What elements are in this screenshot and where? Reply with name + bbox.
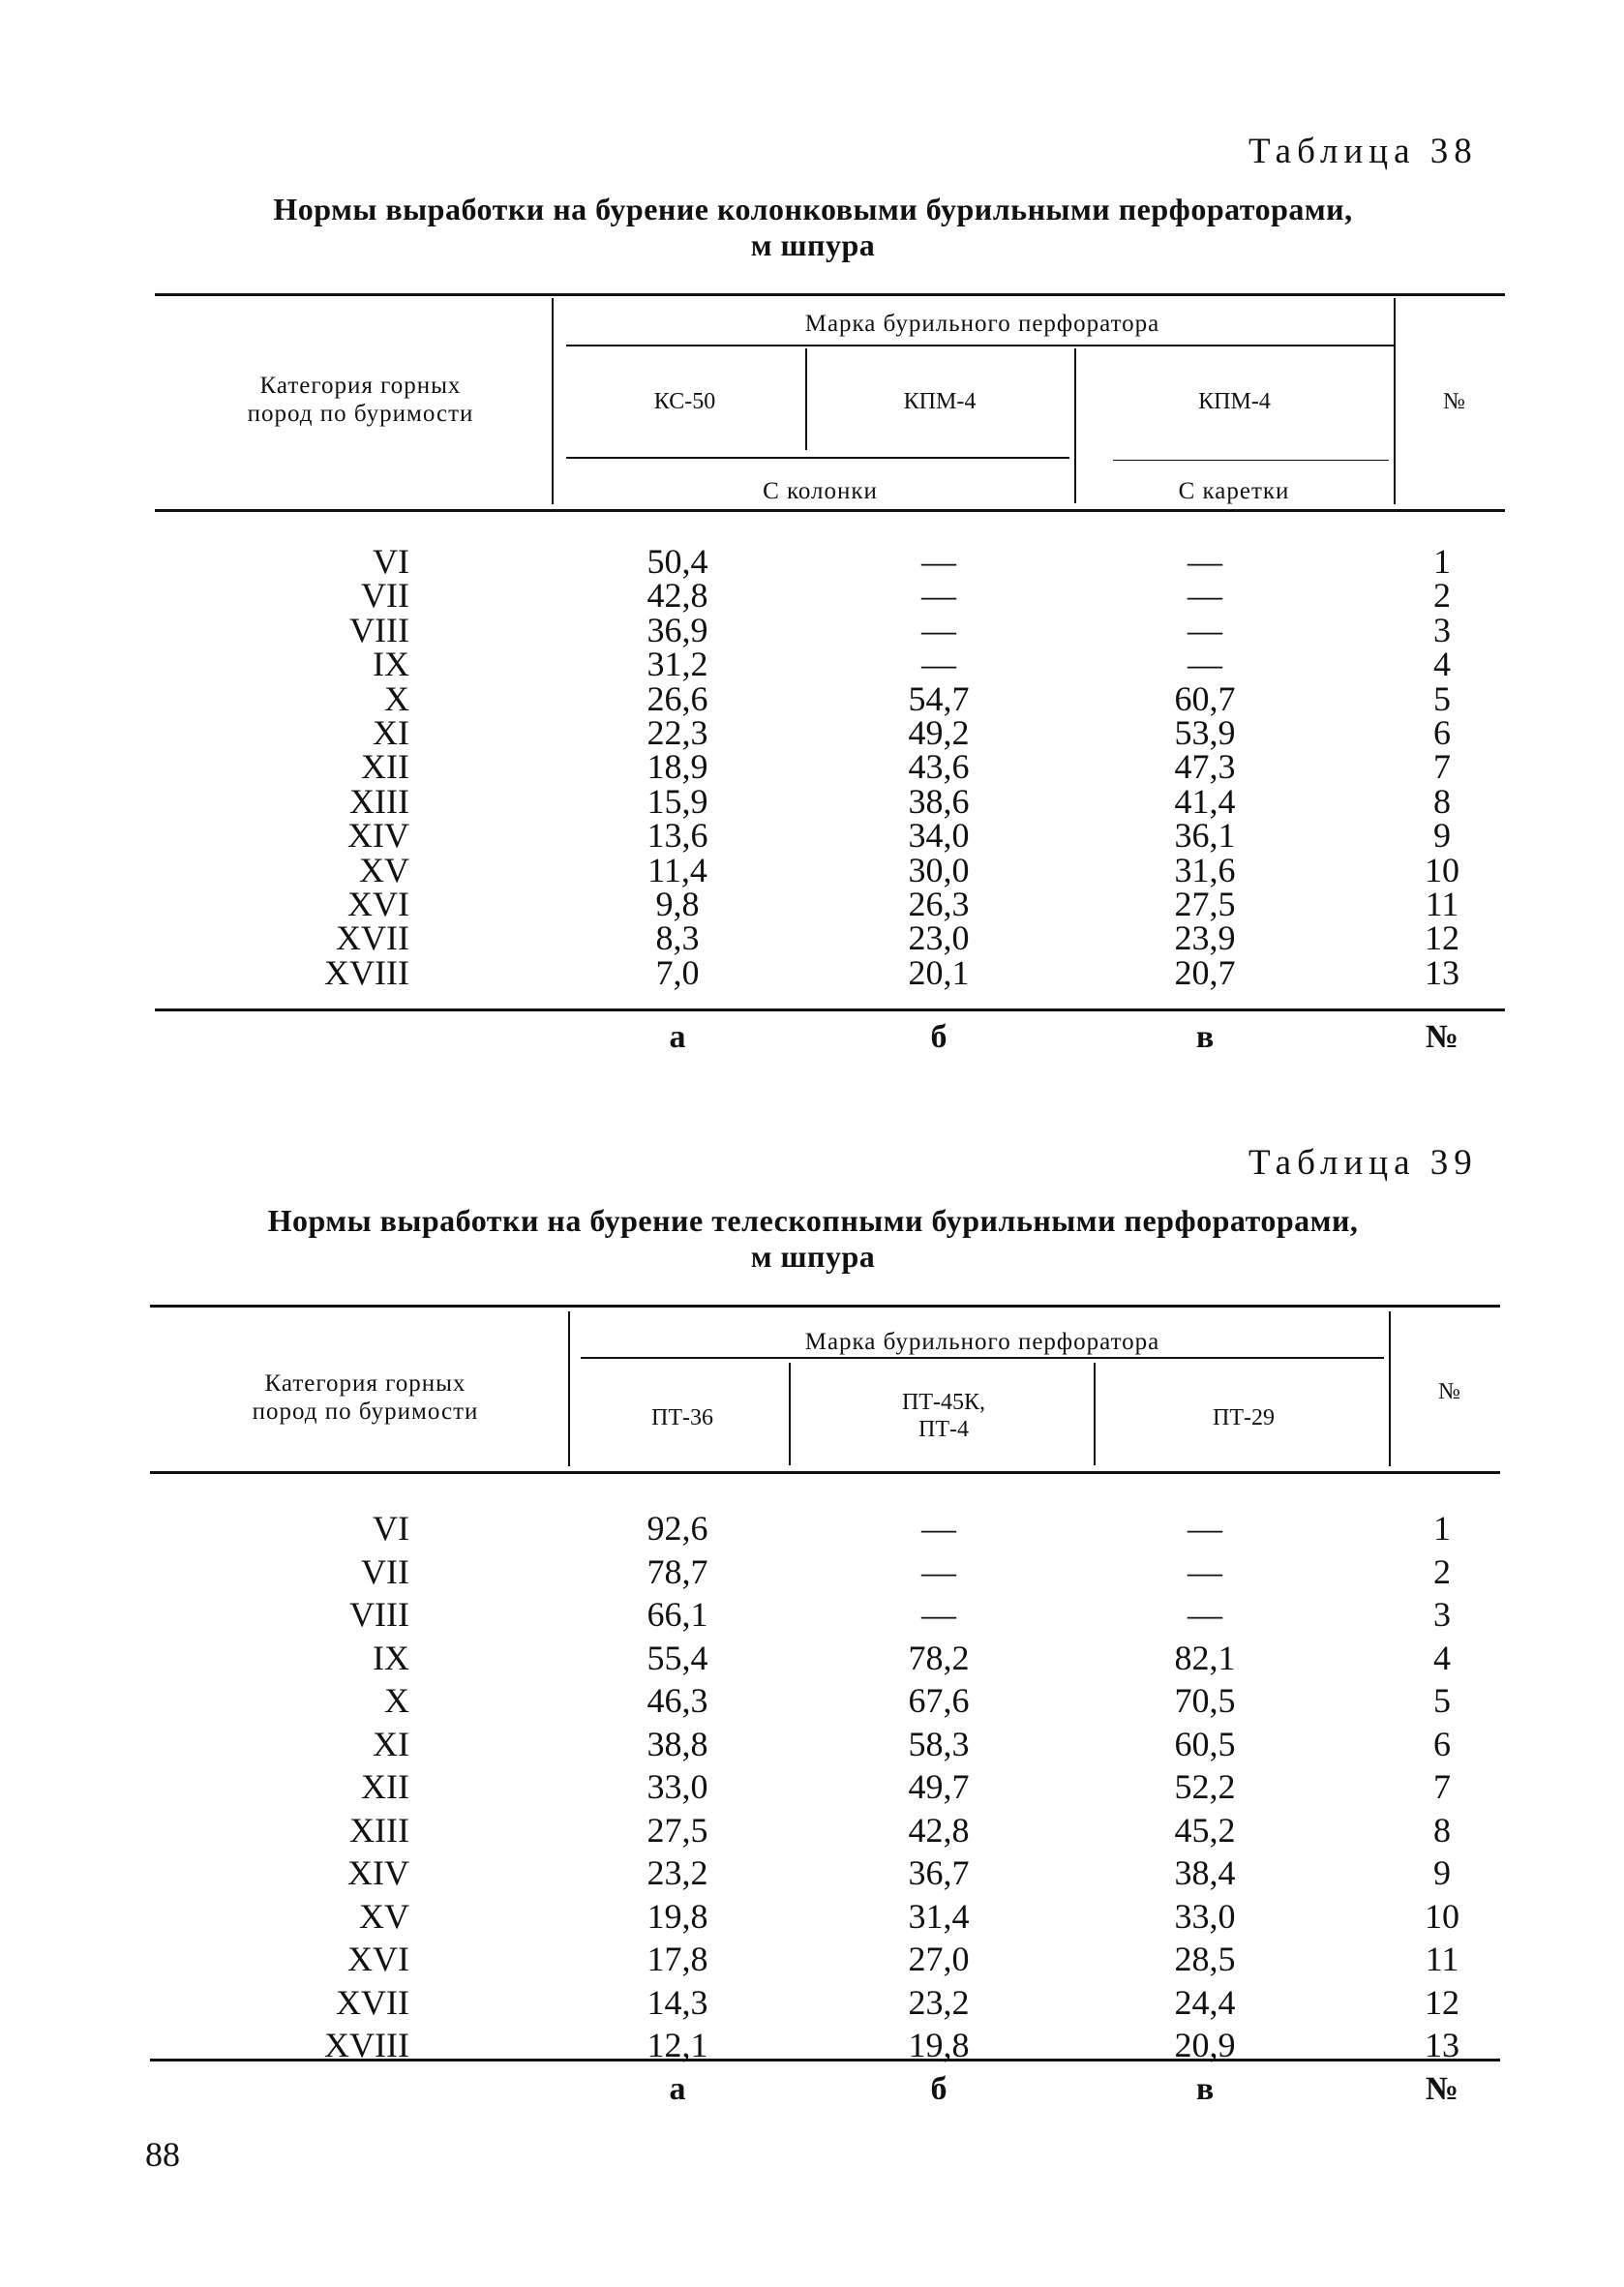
- table-cell: XIII: [349, 1810, 409, 1850]
- table-cell: 78,2: [908, 1638, 970, 1677]
- table-38-col-a: [629, 542, 726, 992]
- table-cell: 11,4: [647, 850, 707, 889]
- table-39-brand-header: Марка бурильного перфоратора: [804, 1329, 1160, 1355]
- table-cell: VIII: [349, 1595, 409, 1634]
- table-38-col-kpm4-a: КПМ-4: [903, 389, 977, 414]
- table-39-category-header: [179, 1369, 552, 1426]
- table-cell: XVII: [336, 918, 409, 958]
- table-cell: —: [921, 1595, 956, 1634]
- table-cell: 14,3: [647, 1982, 708, 2022]
- table-39-label: Таблица 39: [1248, 1143, 1478, 1183]
- table-38-mount-rule-b: [1113, 460, 1389, 461]
- table-cell: 5: [1433, 678, 1451, 718]
- table-39-category-header-l2: пород по буримости: [252, 1399, 479, 1425]
- table-39-col-pt45k-l1: ПТ-45К,: [902, 1390, 985, 1415]
- table-cell: 31,2: [647, 645, 708, 684]
- table-38-col-kpm4-b: КПМ-4: [1198, 389, 1271, 414]
- table-cell: XVI: [347, 1940, 409, 1978]
- table-39-col-num: [1408, 1507, 1476, 2067]
- table-cell: VII: [361, 1551, 409, 1591]
- table-cell: 34,0: [908, 816, 970, 856]
- table-cell: 23,2: [647, 1853, 708, 1892]
- table-cell: —: [921, 1551, 956, 1591]
- table-cell: XII: [361, 1767, 409, 1806]
- table-38-bottom-rule: [155, 1008, 1505, 1011]
- table-38-footer-b: б: [930, 1019, 947, 1055]
- table-cell: 20,7: [1174, 952, 1236, 992]
- table-cell: 11: [1425, 1940, 1459, 1978]
- table-39-col-pt36: ПТ-36: [651, 1405, 713, 1430]
- table-cell: 43,6: [908, 747, 970, 787]
- table-39-footer-c: в: [1195, 2071, 1215, 2107]
- table-39-col-category: [324, 1507, 409, 2067]
- table-cell: 3: [1433, 1595, 1451, 1634]
- table-39-col-b: [890, 1507, 987, 2067]
- table-39-brand-rule: [581, 1357, 1384, 1359]
- table-cell: 28,5: [1174, 1940, 1236, 1978]
- table-39-vline-4: [1094, 1363, 1096, 1465]
- table-38-col-c: [1157, 542, 1253, 992]
- table-cell: 55,4: [647, 1638, 708, 1677]
- table-39-header-rule: [150, 1471, 1500, 1474]
- table-cell: XIV: [347, 1853, 409, 1892]
- table-cell: 36,1: [1174, 816, 1236, 856]
- table-cell: 26,6: [647, 678, 708, 718]
- table-38-mount-a: С колонки: [763, 478, 878, 504]
- table-cell: 27,5: [1174, 885, 1236, 924]
- table-38-title-line2: м шпура: [750, 227, 876, 262]
- table-38-col-b: [890, 542, 987, 992]
- table-cell: 49,2: [908, 713, 970, 753]
- table-cell: 52,2: [1174, 1767, 1236, 1806]
- table-38-title: [145, 192, 1481, 263]
- page-number: 88: [145, 2135, 180, 2174]
- table-cell: IX: [373, 645, 409, 684]
- table-cell: 6: [1433, 713, 1451, 753]
- table-cell: 36,7: [908, 1853, 970, 1892]
- table-38-label: Таблица 38: [1248, 132, 1478, 171]
- table-cell: 1: [1433, 542, 1451, 581]
- table-cell: 60,5: [1174, 1724, 1236, 1763]
- table-38-vline-4: [1074, 348, 1076, 503]
- table-39-col-a: [629, 1507, 726, 2067]
- table-cell: XI: [373, 713, 409, 753]
- table-cell: —: [921, 1509, 956, 1548]
- table-cell: 19,8: [908, 2026, 970, 2064]
- table-cell: 4: [1433, 1638, 1451, 1677]
- table-cell: —: [1188, 645, 1222, 684]
- table-38-footer-a: а: [669, 1019, 686, 1055]
- table-cell: 3: [1433, 610, 1451, 649]
- table-38-header-rule: [155, 509, 1505, 512]
- table-cell: 30,0: [908, 850, 970, 889]
- table-cell: VI: [373, 542, 409, 581]
- table-cell: 17,8: [647, 1940, 708, 1978]
- table-cell: 46,3: [647, 1681, 708, 1720]
- table-cell: VI: [373, 1509, 409, 1548]
- table-cell: —: [921, 576, 956, 616]
- table-cell: 66,1: [647, 1595, 708, 1634]
- table-cell: 70,5: [1174, 1681, 1236, 1720]
- table-cell: 47,3: [1174, 747, 1236, 787]
- table-cell: 38,8: [647, 1724, 708, 1763]
- table-cell: 1: [1433, 1509, 1451, 1548]
- table-cell: 13: [1425, 952, 1459, 992]
- table-38-col-ks50: КС-50: [653, 389, 716, 414]
- table-cell: 8: [1433, 1810, 1451, 1850]
- table-39-title: [145, 1203, 1481, 1275]
- table-38-category-header-l1: Категория горных: [259, 373, 462, 399]
- table-cell: 41,4: [1174, 781, 1236, 821]
- table-38-mount-b: С каретки: [1178, 478, 1290, 504]
- table-cell: 10: [1425, 850, 1459, 889]
- table-cell: —: [1188, 610, 1222, 649]
- table-cell: 8,3: [655, 918, 700, 958]
- table-cell: 8: [1433, 781, 1451, 821]
- table-38-category-header: [184, 372, 537, 428]
- table-cell: X: [384, 1681, 409, 1720]
- table-cell: 12,1: [647, 2026, 708, 2064]
- table-cell: 23,2: [908, 1982, 970, 2022]
- table-39-footer-num: №: [1425, 2071, 1459, 2107]
- table-38-col-category: [324, 542, 409, 992]
- table-38-footer-c: в: [1195, 1019, 1215, 1055]
- table-38-brand-rule: [566, 345, 1394, 346]
- table-cell: —: [921, 645, 956, 684]
- table-cell: 33,0: [1174, 1896, 1236, 1936]
- table-cell: 20,9: [1174, 2026, 1236, 2064]
- table-cell: 33,0: [647, 1767, 708, 1806]
- table-cell: 42,8: [908, 1810, 970, 1850]
- table-cell: 18,9: [647, 747, 708, 787]
- table-cell: 38,4: [1174, 1853, 1236, 1892]
- table-cell: 2: [1433, 576, 1451, 616]
- table-38-vline-3: [805, 348, 807, 450]
- table-cell: 7: [1433, 747, 1451, 787]
- table-cell: 38,6: [908, 781, 970, 821]
- table-cell: 12: [1425, 918, 1459, 958]
- table-cell: 9: [1433, 1853, 1451, 1892]
- table-cell: XII: [361, 747, 409, 787]
- table-cell: XI: [373, 1724, 409, 1763]
- table-38-title-line1: Нормы выработки на бурение колонковыми бурильными перфораторами,: [273, 192, 1353, 226]
- table-cell: 13: [1425, 2026, 1459, 2064]
- table-cell: 54,7: [908, 678, 970, 718]
- table-cell: 67,6: [908, 1681, 970, 1720]
- table-cell: 6: [1433, 1724, 1451, 1763]
- table-cell: 10: [1425, 1896, 1459, 1936]
- table-cell: 24,4: [1174, 1982, 1236, 2022]
- table-cell: 31,4: [908, 1896, 970, 1936]
- table-cell: 42,8: [647, 576, 708, 616]
- table-cell: 20,1: [908, 952, 970, 992]
- table-cell: 9: [1433, 816, 1451, 856]
- table-cell: 53,9: [1174, 713, 1236, 753]
- table-39-footer-a: а: [669, 2071, 686, 2107]
- table-39-title-line2: м шпура: [750, 1239, 876, 1274]
- table-cell: XV: [359, 850, 409, 889]
- table-39-col-pt45k-l2: ПТ-4: [918, 1417, 969, 1442]
- table-39-footer-b: б: [930, 2071, 947, 2107]
- table-cell: XVII: [336, 1982, 409, 2022]
- table-cell: 78,7: [647, 1551, 708, 1591]
- table-cell: 5: [1433, 1681, 1451, 1720]
- table-39-col-pt45k: [798, 1389, 1089, 1443]
- table-cell: —: [1188, 1595, 1222, 1634]
- table-cell: —: [1188, 542, 1222, 581]
- table-cell: XVIII: [324, 952, 409, 992]
- table-cell: 36,9: [647, 610, 708, 649]
- table-cell: X: [384, 678, 409, 718]
- table-cell: XIII: [349, 781, 409, 821]
- table-cell: 2: [1433, 1551, 1451, 1591]
- table-38-col-num: [1408, 542, 1476, 992]
- table-39-title-line1: Нормы выработки на бурение телескопными бурильными перфораторами,: [267, 1203, 1359, 1238]
- table-cell: —: [921, 542, 956, 581]
- table-cell: 49,7: [908, 1767, 970, 1806]
- table-cell: 58,3: [908, 1724, 970, 1763]
- table-39-col-c: [1157, 1507, 1253, 2067]
- table-cell: XVIII: [324, 2026, 409, 2064]
- table-cell: 15,9: [647, 781, 708, 821]
- table-cell: XVI: [347, 885, 409, 924]
- table-cell: 12: [1425, 1982, 1459, 2022]
- table-39-vline-1: [568, 1311, 570, 1466]
- table-38-vline-2: [1394, 298, 1396, 504]
- table-38-mount-rule-a: [566, 457, 1069, 459]
- table-cell: XV: [359, 1896, 409, 1936]
- table-cell: 7: [1433, 1767, 1451, 1806]
- table-cell: —: [1188, 576, 1222, 616]
- table-38-vline-1: [552, 298, 554, 504]
- table-cell: 22,3: [647, 713, 708, 753]
- table-cell: —: [1188, 1551, 1222, 1591]
- table-cell: 60,7: [1174, 678, 1236, 718]
- table-39-vline-2: [1389, 1311, 1391, 1466]
- table-38-brand-header: Марка бурильного перфоратора: [804, 311, 1160, 337]
- table-cell: 13,6: [647, 816, 708, 856]
- table-39-num-header: №: [1438, 1379, 1460, 1404]
- table-38-num-header: №: [1443, 389, 1465, 414]
- table-cell: 4: [1433, 645, 1451, 684]
- table-cell: 27,0: [908, 1940, 970, 1978]
- table-cell: 82,1: [1174, 1638, 1236, 1677]
- table-cell: 31,6: [1174, 850, 1236, 889]
- table-38-category-header-l2: пород по буримости: [247, 401, 474, 427]
- table-39-category-header-l1: Категория горных: [264, 1370, 466, 1397]
- table-cell: 19,8: [647, 1896, 708, 1936]
- table-cell: 11: [1425, 885, 1459, 924]
- table-cell: 50,4: [647, 542, 708, 581]
- table-cell: 23,0: [908, 918, 970, 958]
- table-cell: 7,0: [655, 952, 700, 992]
- table-cell: VII: [361, 576, 409, 616]
- table-cell: 23,9: [1174, 918, 1236, 958]
- table-39-top-rule: [150, 1305, 1500, 1308]
- table-cell: VIII: [349, 610, 409, 649]
- table-cell: —: [1188, 1509, 1222, 1548]
- table-39-vline-3: [789, 1363, 791, 1465]
- table-cell: 26,3: [908, 885, 970, 924]
- table-38-top-rule: [155, 293, 1505, 296]
- table-39-col-pt29: ПТ-29: [1213, 1405, 1275, 1430]
- table-38-footer-num: №: [1425, 1019, 1459, 1055]
- table-cell: 27,5: [647, 1810, 708, 1850]
- table-cell: XIV: [347, 816, 409, 856]
- table-cell: 92,6: [647, 1509, 708, 1548]
- table-cell: 9,8: [655, 885, 700, 924]
- table-cell: 45,2: [1174, 1810, 1236, 1850]
- table-cell: IX: [373, 1638, 409, 1677]
- table-cell: —: [921, 610, 956, 649]
